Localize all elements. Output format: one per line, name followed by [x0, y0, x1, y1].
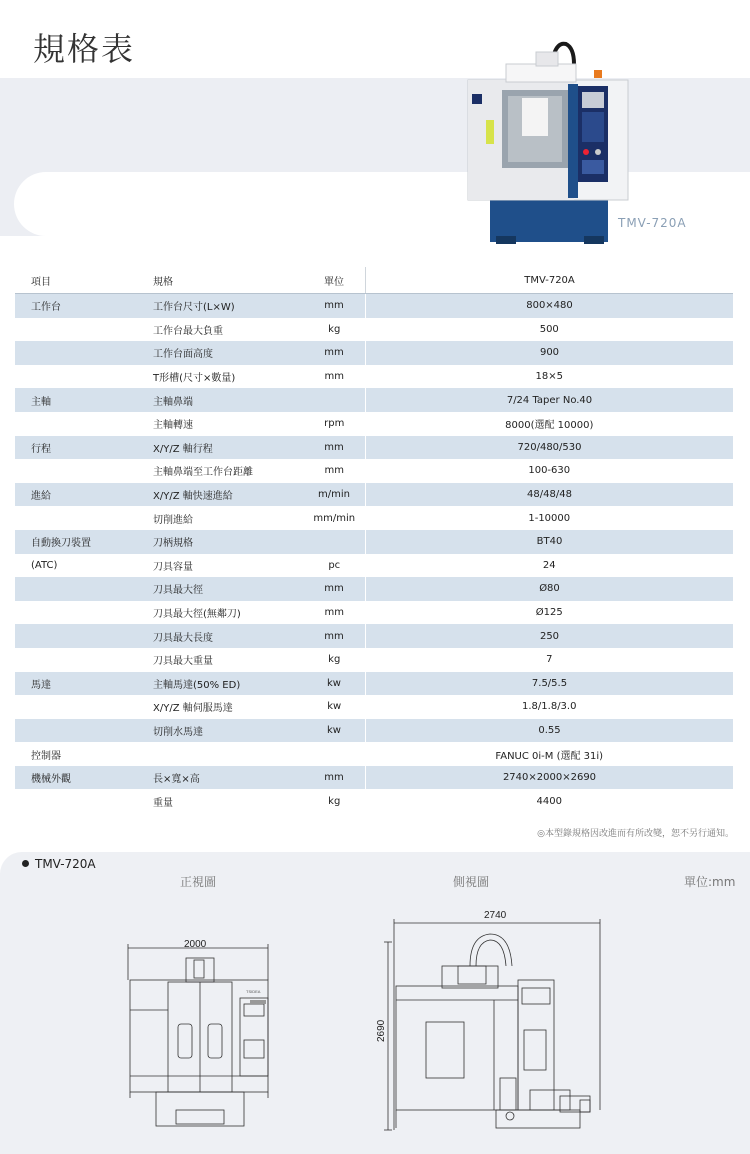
table-cell-c3: 18×5 [535, 371, 563, 383]
table-cell-c3: Ø125 [535, 607, 563, 619]
machine-model-caption: TMV-720A [618, 216, 687, 230]
spec-table [15, 267, 733, 813]
table-cell-c3: 7.5/5.5 [366, 672, 734, 696]
side-height-dimension: 2690 [376, 1019, 387, 1042]
table-cell-c2: mm [303, 341, 366, 365]
table-cell-c0 [15, 341, 139, 365]
table-row [15, 577, 733, 601]
table-cell-c2: mm/min [313, 512, 356, 524]
table-row [15, 789, 733, 813]
table-cell-c3: 1.8/1.8/3.0 [522, 701, 577, 713]
table-row [15, 766, 733, 790]
table-cell-c1: 刀具最大長度 [139, 624, 303, 648]
table-cell-c0 [15, 318, 139, 342]
table-cell-c0 [15, 648, 139, 672]
table-cell-c3: BT40 [366, 530, 734, 554]
table-cell-c3: 100-630 [528, 465, 571, 477]
table-cell-c2 [303, 530, 366, 554]
table-cell-c3: 4400 [536, 795, 562, 807]
table-cell-c2: m/min [303, 483, 366, 507]
table-cell-c2: kw [327, 701, 342, 713]
table-cell-c1: 刀具容量 [153, 561, 193, 573]
table-cell-c0 [15, 365, 139, 389]
side-length-dimension: 2740 [484, 910, 507, 921]
table-cell-c3: Ø80 [366, 577, 734, 601]
table-row [15, 742, 733, 766]
table-header-row [15, 267, 733, 294]
table-cell-c3: 8000(選配 10000) [505, 420, 594, 432]
table-cell-c3: 1-10000 [528, 512, 571, 524]
table-cell-c2 [303, 742, 366, 766]
table-cell-c2: kg [328, 323, 341, 335]
table-row [15, 624, 733, 648]
table-row [15, 412, 733, 436]
table-cell-c0 [15, 459, 139, 483]
table-cell-c1: 工作台面高度 [139, 341, 303, 365]
side-view-label: 側視圖 [453, 875, 490, 889]
front-panel-label: TSIDEA [246, 989, 261, 994]
table-cell-c1: 主軸轉速 [153, 420, 193, 432]
table-cell-c1: 工作台最大負重 [153, 325, 223, 337]
table-cell-c0: 行程 [15, 436, 139, 460]
table-cell-c3: 250 [366, 624, 734, 648]
table-cell-c2: kw [303, 672, 366, 696]
table-row [15, 388, 733, 412]
table-cell-c0: 機械外觀 [15, 766, 139, 790]
table-cell-c1: 長×寬×高 [139, 766, 303, 790]
front-view-label: 正視圖 [180, 875, 217, 889]
technical-drawings [0, 900, 750, 1140]
table-cell-c1: 刀柄規格 [139, 530, 303, 554]
table-cell-c0 [15, 412, 139, 436]
table-cell-c3: 0.55 [366, 719, 734, 743]
table-cell-c0: 工作台 [15, 294, 139, 318]
table-cell-c1: 主軸鼻端至工作台距離 [153, 467, 253, 479]
table-cell-c0: 馬達 [15, 672, 139, 696]
table-row [15, 436, 733, 460]
header-item: 項目 [15, 267, 139, 294]
table-cell-c2: mm [324, 607, 344, 619]
table-cell-c2: mm [303, 436, 366, 460]
table-cell-c0 [15, 506, 139, 530]
table-cell-c2: mm [303, 766, 366, 790]
table-cell-c3: 800×480 [366, 294, 734, 318]
table-cell-c1: 刀具最大徑(無鄰刀) [153, 609, 241, 621]
table-cell-c3: 500 [539, 323, 559, 335]
table-cell-c0: 主軸 [15, 388, 139, 412]
table-cell-c1: 工作台尺寸(L×W) [139, 294, 303, 318]
table-cell-c0 [15, 624, 139, 648]
table-row [15, 365, 733, 389]
front-width-dimension: 2000 [184, 939, 207, 950]
table-cell-c0 [15, 601, 139, 625]
table-cell-c2: kg [328, 795, 341, 807]
table-cell-c2: pc [328, 559, 341, 571]
table-cell-c2: mm [324, 371, 344, 383]
table-cell-c0: (ATC) [31, 559, 58, 571]
table-cell-c2: kw [303, 719, 366, 743]
disclaimer-note: ◎本型錄規格因改進而有所改變，恕不另行通知。 [537, 829, 734, 839]
table-cell-c2: kg [328, 654, 341, 666]
table-cell-c2: mm [324, 465, 344, 477]
table-cell-c1: X/Y/Z 軸伺服馬達 [153, 703, 233, 715]
table-cell-c0 [15, 577, 139, 601]
table-row [15, 554, 733, 578]
table-cell-c3: 2740×2000×2690 [366, 766, 734, 790]
table-cell-c1: 重量 [153, 797, 173, 809]
table-row [15, 530, 733, 554]
table-cell-c2 [303, 388, 366, 412]
table-cell-c0: 控制器 [31, 750, 61, 762]
table-row [15, 648, 733, 672]
header-spec: 規格 [139, 267, 303, 294]
table-cell-c2: mm [303, 577, 366, 601]
table-row [15, 672, 733, 696]
table-cell-c2: mm [303, 624, 366, 648]
table-row [15, 483, 733, 507]
drawings-model-title [22, 857, 96, 871]
machine-photo [466, 40, 636, 246]
table-cell-c1: 切削進給 [153, 514, 193, 526]
table-cell-c1: 刀具最大徑 [139, 577, 303, 601]
table-cell-c3: 7 [546, 654, 553, 666]
table-cell-c1: X/Y/Z 軸快速進給 [139, 483, 303, 507]
table-row [15, 318, 733, 342]
drawings-model-label: TMV-720A [35, 857, 96, 871]
table-cell-c1: T形槽(尺寸×數量) [153, 373, 236, 385]
table-row [15, 695, 733, 719]
table-row [15, 719, 733, 743]
table-cell-c3: 7/24 Taper No.40 [366, 388, 734, 412]
table-cell-c1 [139, 742, 303, 766]
spec-table-body [15, 294, 733, 814]
table-cell-c0 [15, 719, 139, 743]
table-cell-c1: 主軸鼻端 [139, 388, 303, 412]
table-cell-c1: 主軸馬達(50% ED) [139, 672, 303, 696]
table-cell-c0 [15, 789, 139, 813]
table-cell-c0: 自動換刀裝置 [15, 530, 139, 554]
table-cell-c2: mm [303, 294, 366, 318]
table-row [15, 341, 733, 365]
table-row [15, 459, 733, 483]
table-cell-c1: 切削水馬達 [139, 719, 303, 743]
bullet-icon [22, 860, 29, 867]
table-cell-c1: 刀具最大重量 [153, 656, 213, 668]
table-cell-c1: X/Y/Z 軸行程 [139, 436, 303, 460]
unit-label: 單位:mm [684, 875, 736, 889]
table-cell-c3: FANUC 0i-M (選配 31i) [495, 750, 604, 762]
header-model: TMV-720A [366, 267, 734, 294]
table-cell-c2: rpm [324, 418, 345, 430]
table-cell-c3: 720/480/530 [366, 436, 734, 460]
table-row [15, 294, 733, 318]
table-cell-c3: 24 [542, 559, 556, 571]
table-row [15, 601, 733, 625]
page-title: 規格表 [33, 30, 136, 68]
table-cell-c3: 48/48/48 [366, 483, 734, 507]
header-unit: 單位 [303, 267, 366, 294]
table-cell-c0 [15, 695, 139, 719]
table-cell-c3: 900 [366, 341, 734, 365]
table-row [15, 506, 733, 530]
table-cell-c0: 進給 [15, 483, 139, 507]
